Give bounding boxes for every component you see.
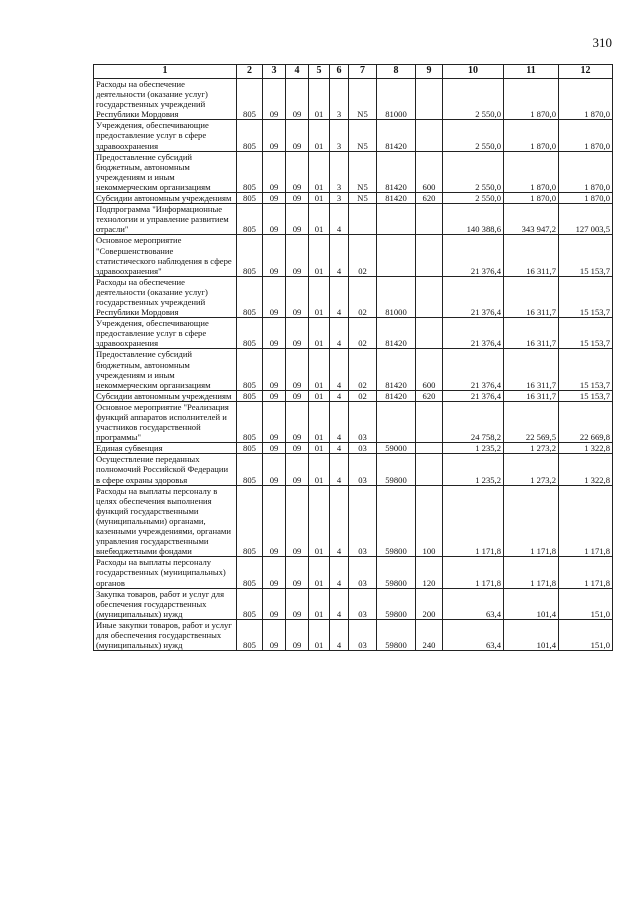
cell-year1: 2 550,0 — [443, 151, 504, 192]
cell-cs4: 59800 — [377, 485, 416, 557]
cell-year1: 2 550,0 — [443, 193, 504, 204]
page-number: 310 — [592, 35, 612, 50]
cell-year2: 1 870,0 — [504, 193, 559, 204]
cell-year2: 101,4 — [504, 588, 559, 619]
cell-cs3: 02 — [349, 235, 377, 276]
cell-kvr: 805 — [237, 390, 263, 401]
cell-year1: 1 235,2 — [443, 443, 504, 454]
cell-cs4: 59800 — [377, 588, 416, 619]
cell-pr: 09 — [286, 390, 309, 401]
cell-kvr: 805 — [237, 204, 263, 235]
cell-year1: 21 376,4 — [443, 276, 504, 317]
table-row — [94, 557, 613, 588]
cell-pr: 09 — [286, 349, 309, 390]
cell-kvr: 805 — [237, 193, 263, 204]
cell-pr: 09 — [286, 401, 309, 442]
cell-cs4: 59800 — [377, 454, 416, 485]
cell-name: Расходы на выплаты персоналу государственных (муниципальных) органов — [94, 557, 237, 588]
column-header-8: 8 — [377, 65, 416, 79]
cell-year1: 63,4 — [443, 588, 504, 619]
cell-cs3: 02 — [349, 349, 377, 390]
cell-cs2: 4 — [330, 454, 349, 485]
cell-cs1: 01 — [309, 318, 330, 349]
cell-name: Предоставление субсидий бюджетным, автономным учреждениям и иным некоммерческим организациям — [94, 151, 237, 192]
column-header-5: 5 — [309, 65, 330, 79]
table-row — [94, 588, 613, 619]
cell-rz: 09 — [263, 588, 286, 619]
cell-cs2: 4 — [330, 349, 349, 390]
column-header-3: 3 — [263, 65, 286, 79]
cell-pr: 09 — [286, 454, 309, 485]
cell-kvr: 805 — [237, 235, 263, 276]
cell-name: Субсидии автономным учреждениям — [94, 390, 237, 401]
cell-cs1: 01 — [309, 120, 330, 151]
cell-cs3: 03 — [349, 443, 377, 454]
cell-vr — [416, 79, 443, 120]
cell-rz: 09 — [263, 557, 286, 588]
cell-year3: 15 153,7 — [559, 318, 613, 349]
cell-kvr: 805 — [237, 401, 263, 442]
cell-year2: 1 273,2 — [504, 454, 559, 485]
table-row — [94, 193, 613, 204]
cell-cs4 — [377, 204, 416, 235]
cell-year1: 21 376,4 — [443, 235, 504, 276]
cell-cs2: 4 — [330, 619, 349, 650]
cell-vr — [416, 401, 443, 442]
cell-pr: 09 — [286, 557, 309, 588]
cell-year2: 1 171,8 — [504, 485, 559, 557]
cell-cs4: 81420 — [377, 390, 416, 401]
cell-year3: 1 870,0 — [559, 151, 613, 192]
cell-year3: 1 870,0 — [559, 120, 613, 151]
column-header-11: 11 — [504, 65, 559, 79]
cell-cs2: 4 — [330, 401, 349, 442]
cell-pr: 09 — [286, 443, 309, 454]
cell-cs1: 01 — [309, 390, 330, 401]
cell-cs3: 03 — [349, 619, 377, 650]
budget-table — [93, 64, 613, 651]
cell-cs4: 81420 — [377, 193, 416, 204]
cell-cs4 — [377, 235, 416, 276]
cell-kvr: 805 — [237, 349, 263, 390]
cell-vr — [416, 276, 443, 317]
cell-cs2: 3 — [330, 120, 349, 151]
cell-cs3 — [349, 204, 377, 235]
cell-pr: 09 — [286, 485, 309, 557]
table-row — [94, 485, 613, 557]
cell-rz: 09 — [263, 120, 286, 151]
cell-name: Учреждения, обеспечивающие предоставление услуг в сфере здравоохранения — [94, 120, 237, 151]
cell-year3: 1 171,8 — [559, 557, 613, 588]
cell-cs2: 4 — [330, 485, 349, 557]
cell-year3: 151,0 — [559, 619, 613, 650]
cell-kvr: 805 — [237, 120, 263, 151]
cell-cs1: 01 — [309, 349, 330, 390]
cell-year3: 1 322,8 — [559, 454, 613, 485]
cell-cs3: N5 — [349, 151, 377, 192]
cell-cs1: 01 — [309, 485, 330, 557]
table-row — [94, 454, 613, 485]
cell-cs4: 59000 — [377, 443, 416, 454]
cell-cs4: 59800 — [377, 619, 416, 650]
cell-kvr: 805 — [237, 619, 263, 650]
cell-vr: 200 — [416, 588, 443, 619]
cell-vr: 240 — [416, 619, 443, 650]
cell-vr — [416, 318, 443, 349]
cell-rz: 09 — [263, 235, 286, 276]
cell-cs1: 01 — [309, 193, 330, 204]
cell-cs2: 3 — [330, 193, 349, 204]
column-header-6: 6 — [330, 65, 349, 79]
table-row — [94, 619, 613, 650]
cell-year2: 1 870,0 — [504, 79, 559, 120]
cell-year3: 22 669,8 — [559, 401, 613, 442]
cell-year3: 1 870,0 — [559, 193, 613, 204]
cell-cs2: 4 — [330, 235, 349, 276]
cell-rz: 09 — [263, 318, 286, 349]
cell-name: Расходы на обеспечение деятельности (оказание услуг) государственных учреждений Республики Мордовия — [94, 276, 237, 317]
cell-cs1: 01 — [309, 235, 330, 276]
cell-cs2: 4 — [330, 204, 349, 235]
cell-kvr: 805 — [237, 276, 263, 317]
cell-year2: 16 311,7 — [504, 349, 559, 390]
cell-pr: 09 — [286, 204, 309, 235]
column-header-7: 7 — [349, 65, 377, 79]
cell-cs3: N5 — [349, 120, 377, 151]
cell-name: Подпрограмма "Информационные технологии и управление развитием отрасли" — [94, 204, 237, 235]
cell-cs4 — [377, 401, 416, 442]
table-row — [94, 401, 613, 442]
cell-cs1: 01 — [309, 204, 330, 235]
cell-kvr: 805 — [237, 443, 263, 454]
table-row — [94, 390, 613, 401]
cell-pr: 09 — [286, 318, 309, 349]
cell-cs2: 4 — [330, 318, 349, 349]
table-row — [94, 120, 613, 151]
cell-cs2: 4 — [330, 443, 349, 454]
cell-name: Расходы на обеспечение деятельности (оказание услуг) государственных учреждений Республики Мордовия — [94, 79, 237, 120]
cell-cs3: 02 — [349, 390, 377, 401]
cell-cs2: 4 — [330, 557, 349, 588]
cell-cs1: 01 — [309, 443, 330, 454]
column-header-9: 9 — [416, 65, 443, 79]
cell-vr — [416, 454, 443, 485]
cell-pr: 09 — [286, 79, 309, 120]
cell-rz: 09 — [263, 443, 286, 454]
cell-cs4: 81420 — [377, 120, 416, 151]
cell-year1: 2 550,0 — [443, 120, 504, 151]
cell-year3: 1 870,0 — [559, 79, 613, 120]
cell-year1: 1 171,8 — [443, 557, 504, 588]
cell-name: Основное мероприятие "Реализация функций аппаратов исполнителей и участников государственной программы" — [94, 401, 237, 442]
cell-vr: 100 — [416, 485, 443, 557]
cell-rz: 09 — [263, 619, 286, 650]
cell-name: Единая субвенция — [94, 443, 237, 454]
cell-year1: 21 376,4 — [443, 390, 504, 401]
cell-pr: 09 — [286, 151, 309, 192]
cell-cs3: 03 — [349, 557, 377, 588]
cell-pr: 09 — [286, 193, 309, 204]
cell-pr: 09 — [286, 120, 309, 151]
cell-cs4: 81420 — [377, 349, 416, 390]
cell-vr — [416, 235, 443, 276]
cell-year2: 16 311,7 — [504, 318, 559, 349]
cell-pr: 09 — [286, 276, 309, 317]
cell-name: Предоставление субсидий бюджетным, автономным учреждениям и иным некоммерческим организациям — [94, 349, 237, 390]
cell-rz: 09 — [263, 204, 286, 235]
cell-vr: 600 — [416, 151, 443, 192]
cell-cs3: 02 — [349, 318, 377, 349]
cell-year2: 16 311,7 — [504, 390, 559, 401]
cell-year1: 2 550,0 — [443, 79, 504, 120]
cell-year1: 21 376,4 — [443, 349, 504, 390]
cell-cs1: 01 — [309, 454, 330, 485]
cell-vr — [416, 120, 443, 151]
cell-cs1: 01 — [309, 557, 330, 588]
header-row — [94, 65, 613, 79]
column-header-12: 12 — [559, 65, 613, 79]
cell-year3: 15 153,7 — [559, 276, 613, 317]
cell-year3: 151,0 — [559, 588, 613, 619]
table-body — [94, 79, 613, 651]
table-row — [94, 318, 613, 349]
cell-rz: 09 — [263, 401, 286, 442]
cell-kvr: 805 — [237, 318, 263, 349]
cell-year1: 1 171,8 — [443, 485, 504, 557]
column-header-1: 1 — [94, 65, 237, 79]
cell-year3: 127 003,5 — [559, 204, 613, 235]
cell-year2: 1 870,0 — [504, 151, 559, 192]
cell-year3: 1 322,8 — [559, 443, 613, 454]
cell-kvr: 805 — [237, 79, 263, 120]
cell-rz: 09 — [263, 485, 286, 557]
cell-cs4: 59800 — [377, 557, 416, 588]
cell-cs3: N5 — [349, 193, 377, 204]
cell-name: Основное мероприятие "Совершенствование статистического наблюдения в сфере здравоохранения" — [94, 235, 237, 276]
cell-cs3: 03 — [349, 401, 377, 442]
table-row — [94, 443, 613, 454]
cell-name: Иные закупки товаров, работ и услуг для обеспечения государственных (муниципальных) нужд — [94, 619, 237, 650]
cell-year1: 1 235,2 — [443, 454, 504, 485]
cell-cs2: 3 — [330, 79, 349, 120]
cell-kvr: 805 — [237, 485, 263, 557]
cell-vr: 600 — [416, 349, 443, 390]
table-row — [94, 349, 613, 390]
cell-cs3: 03 — [349, 485, 377, 557]
cell-cs2: 4 — [330, 588, 349, 619]
cell-rz: 09 — [263, 151, 286, 192]
cell-cs4: 81000 — [377, 79, 416, 120]
cell-cs1: 01 — [309, 588, 330, 619]
cell-year3: 15 153,7 — [559, 235, 613, 276]
cell-pr: 09 — [286, 588, 309, 619]
cell-rz: 09 — [263, 349, 286, 390]
cell-name: Субсидии автономным учреждениям — [94, 193, 237, 204]
cell-name: Учреждения, обеспечивающие предоставление услуг в сфере здравоохранения — [94, 318, 237, 349]
cell-year2: 16 311,7 — [504, 235, 559, 276]
cell-cs2: 4 — [330, 390, 349, 401]
cell-cs3: 03 — [349, 588, 377, 619]
cell-vr — [416, 204, 443, 235]
cell-cs1: 01 — [309, 79, 330, 120]
cell-kvr: 805 — [237, 151, 263, 192]
cell-year3: 1 171,8 — [559, 485, 613, 557]
column-header-10: 10 — [443, 65, 504, 79]
cell-vr: 620 — [416, 193, 443, 204]
cell-year3: 15 153,7 — [559, 390, 613, 401]
cell-kvr: 805 — [237, 588, 263, 619]
table-row — [94, 151, 613, 192]
cell-name: Закупка товаров, работ и услуг для обеспечения государственных (муниципальных) нужд — [94, 588, 237, 619]
cell-year2: 22 569,5 — [504, 401, 559, 442]
column-header-2: 2 — [237, 65, 263, 79]
cell-name: Осуществление переданных полномочий Российской Федерации в сфере охраны здоровья — [94, 454, 237, 485]
cell-cs1: 01 — [309, 619, 330, 650]
cell-cs4: 81420 — [377, 151, 416, 192]
cell-cs4: 81000 — [377, 276, 416, 317]
cell-vr — [416, 443, 443, 454]
cell-rz: 09 — [263, 79, 286, 120]
cell-rz: 09 — [263, 276, 286, 317]
cell-vr: 620 — [416, 390, 443, 401]
cell-cs3: N5 — [349, 79, 377, 120]
cell-year1: 21 376,4 — [443, 318, 504, 349]
cell-kvr: 805 — [237, 454, 263, 485]
cell-year1: 140 388,6 — [443, 204, 504, 235]
cell-rz: 09 — [263, 390, 286, 401]
cell-cs1: 01 — [309, 276, 330, 317]
table-row — [94, 204, 613, 235]
cell-cs2: 4 — [330, 276, 349, 317]
cell-year3: 15 153,7 — [559, 349, 613, 390]
cell-year2: 1 273,2 — [504, 443, 559, 454]
cell-year2: 1 171,8 — [504, 557, 559, 588]
cell-year2: 101,4 — [504, 619, 559, 650]
cell-pr: 09 — [286, 235, 309, 276]
cell-cs4: 81420 — [377, 318, 416, 349]
cell-cs3: 03 — [349, 454, 377, 485]
cell-rz: 09 — [263, 454, 286, 485]
cell-vr: 120 — [416, 557, 443, 588]
cell-cs2: 3 — [330, 151, 349, 192]
cell-year1: 24 758,2 — [443, 401, 504, 442]
cell-year2: 1 870,0 — [504, 120, 559, 151]
cell-cs1: 01 — [309, 401, 330, 442]
cell-year1: 63,4 — [443, 619, 504, 650]
cell-pr: 09 — [286, 619, 309, 650]
cell-kvr: 805 — [237, 557, 263, 588]
cell-year2: 16 311,7 — [504, 276, 559, 317]
column-header-4: 4 — [286, 65, 309, 79]
cell-cs3: 02 — [349, 276, 377, 317]
cell-year2: 343 947,2 — [504, 204, 559, 235]
cell-name: Расходы на выплаты персоналу в целях обеспечения выполнения функций государственными (муниципальными) органами, казенными учреждениями, органами управления государственными внебюджетными фондами — [94, 485, 237, 557]
cell-rz: 09 — [263, 193, 286, 204]
table-row — [94, 235, 613, 276]
cell-cs1: 01 — [309, 151, 330, 192]
table-row — [94, 276, 613, 317]
table-row — [94, 79, 613, 120]
